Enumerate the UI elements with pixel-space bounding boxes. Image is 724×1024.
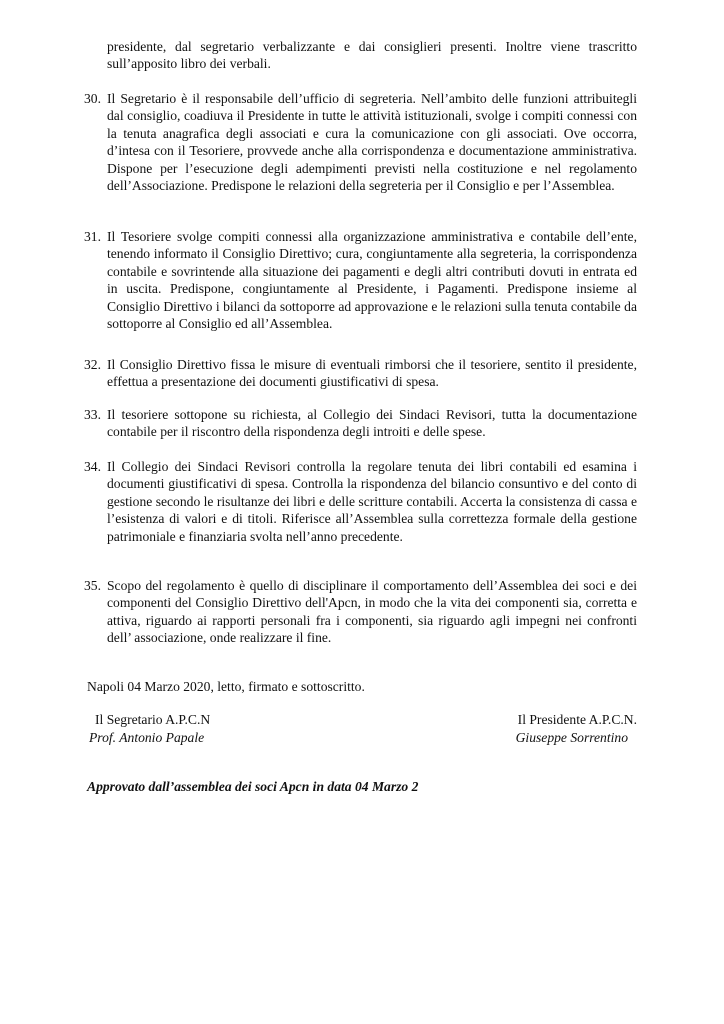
article-34: [84, 458, 637, 545]
secretary-name: Prof. Antonio Papale: [89, 730, 205, 745]
article-33: [84, 406, 637, 441]
article-32: [84, 356, 637, 391]
article-continuation: [107, 38, 637, 73]
article-number: 33.: [84, 407, 101, 422]
article-30: [84, 90, 637, 194]
president-title: Il Presidente A.P.C.N.: [517, 712, 637, 727]
article-text: Il Collegio dei Sindaci Revisori controlla la regolare tenuta dei libri contabili ed esamina i documenti giustificativi di spesa. Controlla la rispondenza del bilancio consuntivo e del conto di gestione secondo le risultanze dei libri e delle scritture contabili. Accerta la consistenza di cassa e l’esistenza di valori e di titoli. Riferisce all’Assemblea sulla correttezza formale della gestione patrimoniale e finanziaria svolta nell’anno precedente.: [107, 459, 637, 544]
president-name: Giuseppe Sorrentino: [515, 730, 628, 745]
article-35: [84, 577, 637, 647]
article-31: [84, 228, 637, 332]
article-text: Il Segretario è il responsabile dell’ufficio di segreteria. Nell’ambito delle funzioni attribuitegli dal consiglio, coadiuva il Presidente in tutte le attività istituzionali, svolge i compiti connessi con la tenuta anagrafica degli associati e cura la comunicazione con gli associati. Ove occorra, d’intesa con il Tesoriere, provvede anche alla corrispondenza e documentazione amministrativa. Dispone per l’esecuzione degli adempimenti previsti nella costituzione e nel regolamento dell’Associazione. Predispone le relazioni della segreteria per il Consiglio e per l’Assemblea.: [107, 91, 637, 194]
place-date: Napoli 04 Marzo 2020, letto, firmato e sottoscritto.: [87, 679, 365, 694]
approval-note: Approvato dall’assemblea dei soci Apcn in data 04 Marzo 2: [87, 779, 419, 794]
article-text: Il tesoriere sottopone su richiesta, al Collegio dei Sindaci Revisori, tutta la documentazione contabile per il riscontro della rispondenza degli introiti e delle spese.: [107, 407, 637, 440]
continuation-text: presidente, dal segretario verbalizzante e dai consiglieri presenti. Inoltre viene trascritto sull’apposito libro dei verbali.: [107, 39, 637, 72]
article-text: Scopo del regolamento è quello di disciplinare il comportamento dell’Assemblea dei soci e dei componenti del Consiglio Direttivo dell'Apcn, in modo che la vita dei componenti sia, corretta e attiva, riguardo ai rapporti personali fra i componenti, sia riguardo agli impegni nei confronti dell’ associazione, onde realizzare il fine.: [107, 578, 637, 646]
article-text: Il Consiglio Direttivo fissa le misure di eventuali rimborsi che il tesoriere, sentito il presidente, effettua a presentazione dei documenti giustificativi di spesa.: [107, 357, 637, 390]
article-number: 32.: [84, 357, 101, 372]
article-text: Il Tesoriere svolge compiti connessi alla organizzazione amministrativa e contabile dell’ente, tenendo informato il Consiglio Direttivo; cura, congiuntamente alla segreteria, la corrispondenza contabile e sovrintende alla situazione dei pagamenti e degli altri contributi dovuti in entrata ed in uscita. Predispone, congiuntamente al Presidente, i Pagamenti. Predispone insieme al Consiglio Direttivo i bilanci da sottoporre ad approvazione e le relazioni sulla tenuta contabile da sottoporre al Consiglio ed all’Assemblea.: [107, 229, 637, 332]
secretary-title: Il Segretario A.P.C.N: [95, 712, 211, 727]
article-number: 31.: [84, 229, 101, 244]
article-number: 35.: [84, 578, 101, 593]
article-number: 30.: [84, 91, 101, 106]
article-number: 34.: [84, 459, 101, 474]
